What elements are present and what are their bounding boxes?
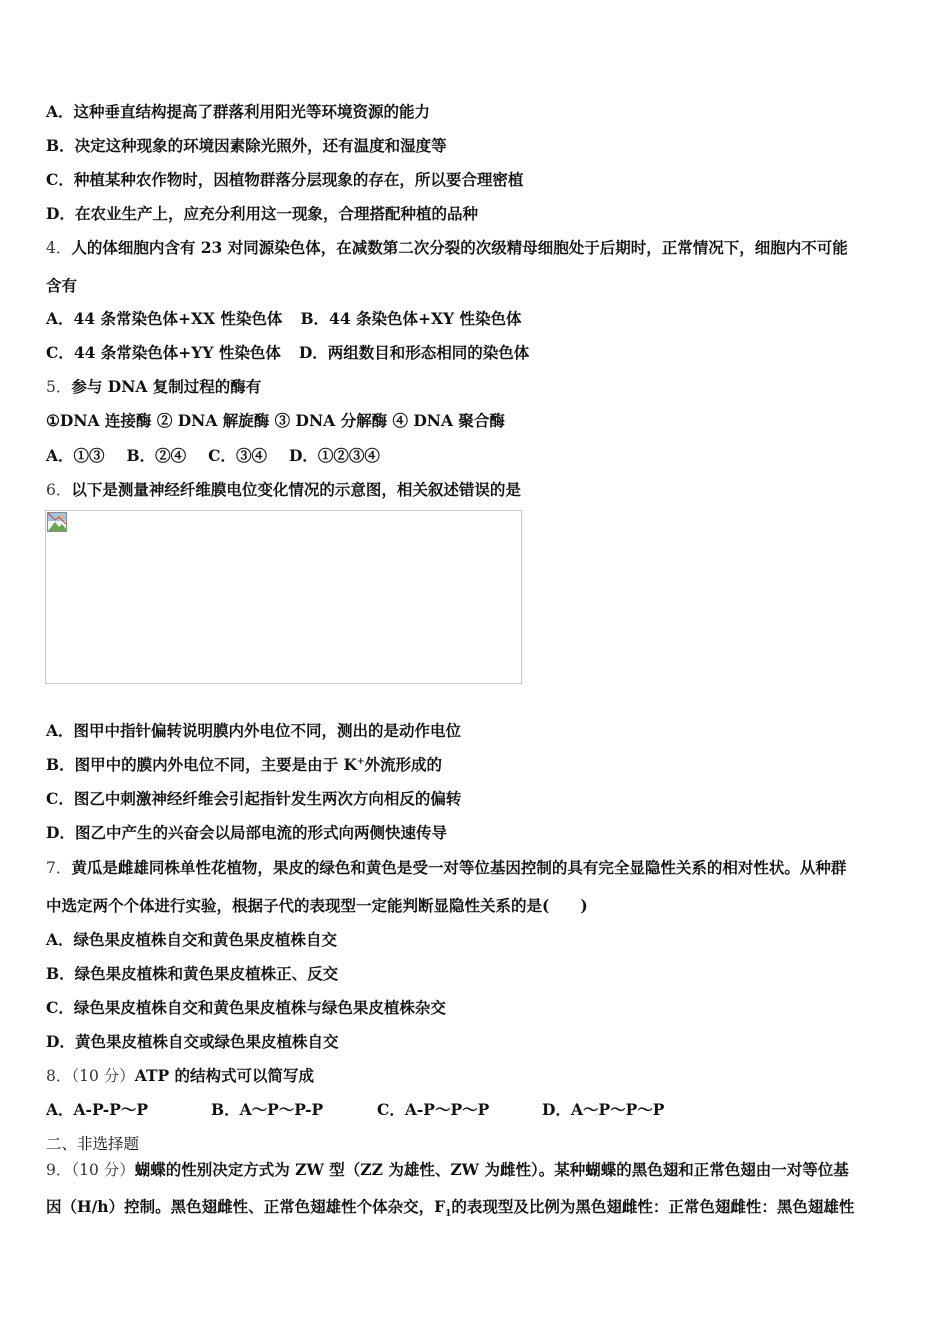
q9-text-line1: 蝴蝶的性别决定方式为 ZW 型（ZZ 为雄性、ZW 为雌性）。某种蝴蝶的黑色翅和正常色翅由一对等位基 (134, 1160, 849, 1179)
q3-option-a: A．这种垂直结构提高了群落利用阳光等环境资源的能力 (46, 102, 431, 121)
q5-option-b: B．②④ (126, 446, 187, 465)
q7-stem-line2: 中选定两个个体进行实验，根据子代的表现型一定能判断显隐性关系的是( ) (46, 896, 588, 915)
q6-option-b-text-end: 外流形成的 (364, 755, 443, 774)
q9-stem-line2 (46, 1197, 855, 1220)
q6-option-b (46, 755, 442, 775)
q6-option-b-text: B．图甲中的膜内外电位不同，主要是由于 K (46, 755, 357, 774)
q4-option-d: D．两组数目和形态相同的染色体 (298, 343, 530, 362)
q7-number: 7． (46, 859, 72, 877)
q8-stem (46, 1066, 314, 1086)
q8-option-a: A．A-P-P～P (46, 1100, 149, 1119)
q6-text: 以下是测量神经纤维膜电位变化情况的示意图，相关叙述错误的是 (71, 480, 521, 499)
q4-option-b: B．44 条染色体+XY 性染色体 (300, 309, 522, 328)
q5-stem (46, 377, 261, 397)
q8-number: 8． (46, 1067, 72, 1085)
q5-options-row (46, 446, 380, 466)
q9-text-line2: 因（H/h）控制。黑色翅雌性、正常色翅雄性个体杂交，F (46, 1197, 446, 1216)
q9-score: （10 分） (71, 1161, 135, 1179)
q6-number: 6． (46, 481, 72, 499)
q8-option-c: C．A-P～P～P (377, 1100, 490, 1119)
q6-option-b-superscript: + (356, 756, 365, 767)
q6-option-a: A．图甲中指针偏转说明膜内外电位不同，测出的是动作电位 (46, 721, 462, 740)
q7-option-b: B．绿色果皮植株和黄色果皮植株正、反交 (46, 964, 339, 983)
q6-figure-placeholder (45, 510, 522, 684)
q6-stem (46, 480, 521, 500)
q8-option-d: D．A～P～P～P (542, 1100, 665, 1119)
q3-option-d: D．在农业生产上，应充分利用这一现象，合理搭配种植的品种 (46, 204, 478, 223)
q5-text: 参与 DNA 复制过程的酶有 (71, 377, 262, 396)
q5-enzyme-list: ①DNA 连接酶 ② DNA 解旋酶 ③ DNA 分解酶 ④ DNA 聚合酶 (46, 411, 505, 430)
q4-stem-line2: 含有 (46, 276, 78, 295)
q4-number: 4． (46, 239, 72, 257)
broken-image-icon (47, 512, 67, 532)
q4-option-a: A．44 条常染色体+XX 性染色体 (46, 309, 283, 328)
q7-option-c: C．绿色果皮植株自交和黄色果皮植株与绿色果皮植株杂交 (46, 998, 446, 1017)
q3-option-b: B．决定这种现象的环境因素除光照外，还有温度和湿度等 (46, 136, 447, 155)
q8-score: （10 分） (71, 1067, 135, 1085)
section-heading-non-choice: 二、非选择题 (46, 1135, 140, 1153)
q5-option-d: D．①②③④ (288, 446, 380, 465)
q5-number: 5． (46, 378, 72, 396)
q7-option-a: A．绿色果皮植株自交和黄色果皮植株自交 (46, 930, 338, 949)
q9-text-line2-end: 的表现型及比例为黑色翅雌性：正常色翅雌性：黑色翅雄性 (451, 1197, 855, 1216)
q9-f1-subscript: 1 (445, 1209, 452, 1220)
q9-stem-line1 (46, 1160, 849, 1180)
q9-number: 9． (46, 1161, 72, 1179)
q7-stem-line1 (46, 858, 846, 878)
q8-option-b: B．A～P～P-P (211, 1100, 324, 1119)
q5-option-a: A．①③ (46, 446, 105, 465)
q4-options-row1 (46, 309, 521, 329)
q4-stem-line1 (46, 238, 848, 258)
q6-option-d: D．图乙中产生的兴奋会以局部电流的形式向两侧快速传导 (46, 823, 447, 842)
q4-options-row2 (46, 343, 529, 363)
q7-text-line1: 黄瓜是雌雄同株单性花植物，果皮的绿色和黄色是受一对等位基因控制的具有完全显隐性关系的相对性状。从种群 (71, 858, 847, 877)
q7-option-d: D．黄色果皮植株自交或绿色果皮植株自交 (46, 1032, 339, 1051)
q4-text-line1: 人的体细胞内含有 23 对同源染色体，在减数第二次分裂的次级精母细胞处于后期时，正常情况下，细胞内不可能 (71, 238, 848, 257)
q6-option-c: C．图乙中刺激神经纤维会引起指针发生两次方向相反的偏转 (46, 789, 462, 808)
q8-text: ATP 的结构式可以简写成 (134, 1066, 315, 1085)
q5-option-c: C．③④ (208, 446, 267, 465)
q3-option-c: C．种植某种农作物时，因植物群落分层现象的存在，所以要合理密植 (46, 170, 524, 189)
q4-option-c: C．44 条常染色体+YY 性染色体 (46, 343, 281, 362)
